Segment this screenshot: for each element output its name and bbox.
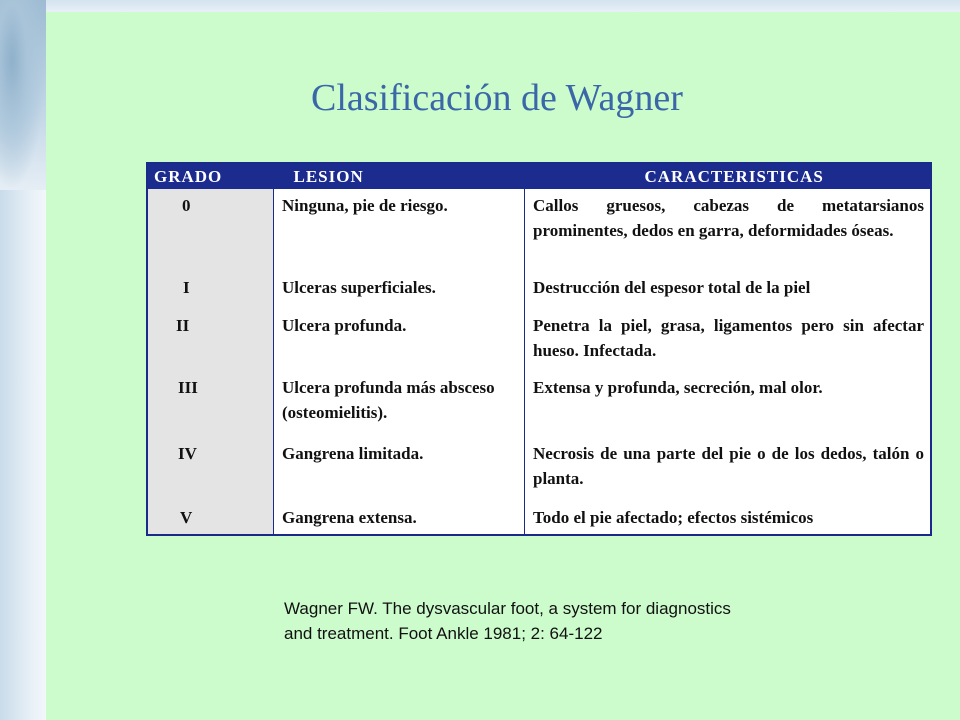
lesion-cell: Gangrena extensa. [274,501,525,535]
grade-cell: I [147,271,274,309]
table-row [147,309,931,371]
grade-cell: V [147,501,274,535]
lesion-cell: Ulcera profunda. [274,309,525,371]
caracteristicas-cell: Todo el pie afectado; efectos sistémicos [525,501,932,535]
lesion-cell: Ulcera profunda más absceso (osteomielitis). [274,371,525,437]
caracteristicas-cell: Extensa y profunda, secreción, mal olor. [525,371,932,437]
reference-line-2: and treatment. Foot Ankle 1981; 2: 64-122 [284,624,603,643]
table-row [147,189,931,271]
header-grado: GRADO [147,163,274,189]
slide-title: Clasificación de Wagner [311,77,683,119]
caracteristicas-cell: Necrosis de una parte del pie o de los dedos, talón o planta. [525,437,932,501]
wagner-classification-table [146,162,932,536]
grade-cell: 0 [147,189,274,271]
table-header-row [147,163,931,189]
header-lesion: LESION [274,163,525,189]
background-photo [0,0,46,190]
reference-line-1: Wagner FW. The dysvascular foot, a system for diagnostics [284,599,731,618]
lesion-cell: Ulceras superficiales. [274,271,525,309]
header-caracteristicas: CARACTERISTICAS [525,163,932,189]
background-top-band [0,0,960,12]
slide [46,12,960,720]
table-row [147,371,931,437]
table-row [147,501,931,535]
table-row [147,437,931,501]
lesion-cell: Gangrena limitada. [274,437,525,501]
caracteristicas-cell: Penetra la piel, grasa, ligamentos pero sin afectar hueso. Infectada. [525,309,932,371]
grade-cell: IV [147,437,274,501]
grade-cell: III [147,371,274,437]
reference-citation [284,596,844,646]
lesion-cell: Ninguna, pie de riesgo. [274,189,525,271]
caracteristicas-cell: Destrucción del espesor total de la piel [525,271,932,309]
caracteristicas-cell: Callos gruesos, cabezas de metatarsianos prominentes, dedos en garra, deformidades óseas. [525,189,932,271]
table-row [147,271,931,309]
grade-cell: II [147,309,274,371]
